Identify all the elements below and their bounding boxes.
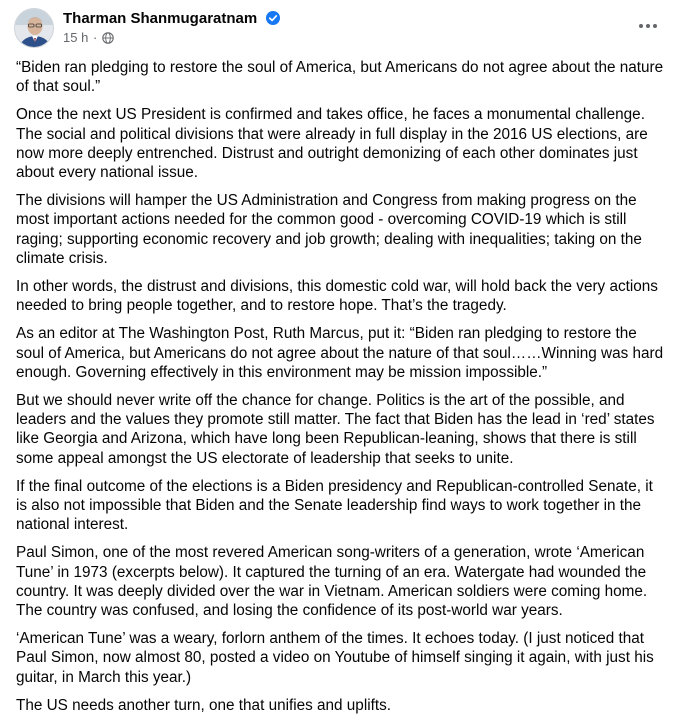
more-options-icon: [639, 24, 657, 28]
post-paragraph: As an editor at The Washington Post, Ruth Marcus, put it: “Biden ran pledging to restore the soul of America, but Americans do not agree about the nature of that soul……Winning was hard enough. Governing effectively in this environment may be mission impossible.”: [16, 325, 664, 381]
post-timestamp[interactable]: 15 h: [63, 30, 89, 45]
post-paragraph: Paul Simon, one of the most revered American song-writers of a generation, wrote ‘American Tune’ in 1973 (excerpts below). It captured the turning of an era. Watergate had wounded the country. It was deeply divided over the war in Vietnam. American soldiers were coming home. The country was confused, and losing the confidence of its post-world war years.: [16, 544, 648, 620]
author-name: Tharman Shanmugaratnam: [63, 10, 258, 27]
post-paragraph: ‘American Tune’ was a weary, forlorn anthem of the times. It echoes today. (I just noticed that Paul Simon, now almost 80, posted a video on Youtube of himself singing it again, with just his guitar, in March this year.): [16, 630, 654, 686]
globe-icon[interactable]: [102, 32, 114, 44]
more-options-button[interactable]: [634, 14, 662, 38]
verified-badge-icon: [266, 11, 280, 25]
post-paragraph: In other words, the distrust and divisions, this domestic cold war, will hold back the very actions needed to bring people together, and to restore hope. That’s the tragedy.: [16, 278, 658, 315]
post-header: [14, 8, 664, 50]
post-body: [16, 58, 666, 724]
post-paragraph: Once the next US President is confirmed and takes office, he faces a monumental challenge. The social and political divisions that were already in full display in the 2016 US elections, are now more deeply entrenched. Distrust and outright demonizing of each other dominates just about every national issue.: [16, 106, 648, 182]
avatar[interactable]: [14, 8, 54, 48]
post-paragraph: If the final outcome of the elections is a Biden presidency and Republican-controlled Senate, it is also not impossible that Biden and the Senate leadership find ways to work together in the national interest.: [16, 477, 653, 534]
author-name-link[interactable]: [63, 10, 280, 28]
post-paragraph: The divisions will hamper the US Administration and Congress from making progress on the most important actions needed for the common good - overcoming COVID-19 which is still raging; supporting economic recovery and job growth; dealing with inequalities; taking on the climate crisis.: [16, 192, 642, 267]
avatar-image: [15, 9, 54, 48]
post-paragraph: “Biden ran pledging to restore the soul of America, but Americans do not agree about the nature of that soul.”: [16, 59, 664, 96]
post-paragraph: But we should never write off the chance for change. Politics is the art of the possible, and leaders and the values they promote still matter. The fact that Biden has the lead in ‘red’ states like Georgia and Arizona, which have long been Republican-leaning, shows that there is still some appeal amongst the US electorate of leadership that seeks to unite.: [16, 392, 655, 467]
post-meta: [63, 30, 114, 46]
post-paragraph: The US needs another turn, one that unifies and uplifts.: [16, 696, 392, 714]
meta-separator: ·: [92, 30, 98, 45]
